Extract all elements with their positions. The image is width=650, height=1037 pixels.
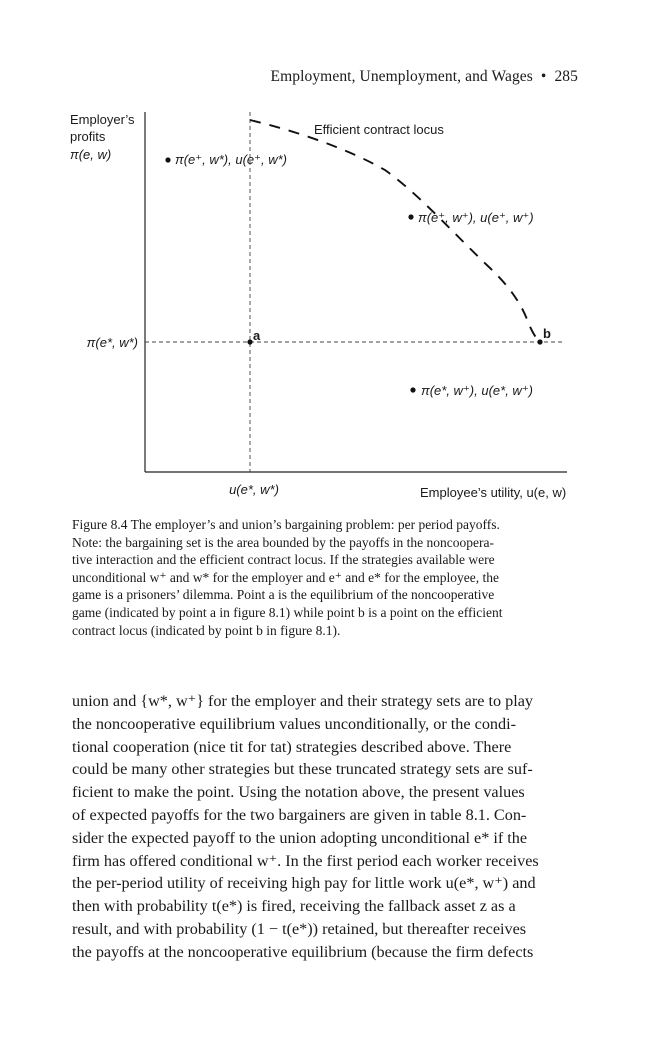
x-tick-label: u(e*, w*) <box>229 482 279 497</box>
point-b <box>537 339 542 344</box>
y-tick-label: π(e*, w*) <box>86 335 138 350</box>
y-axis-label-line3: π(e, w) <box>70 147 112 162</box>
body-line: sider the expected payoff to the union adopting unconditional e* if the <box>72 828 528 847</box>
caption-line: Note: the bargaining set is the area bounded by the payoffs in the noncoopera- <box>72 534 495 550</box>
point-upper-left-label: π(e⁺, w*), u(e⁺, w*) <box>175 152 288 167</box>
point-a <box>247 339 252 344</box>
body-line: the per-period utility of receiving high pay for little work u(e*, w⁺) and <box>72 874 536 893</box>
header-bullet: • <box>540 68 547 85</box>
body-line: then with probability t(e*) is fired, receiving the fallback asset z as a <box>72 897 516 916</box>
point-lower-right-label: π(e*, w⁺), u(e*, w⁺) <box>421 383 534 398</box>
caption-line: Figure 8.4 The employer’s and union’s bargaining problem: per period payoffs. <box>72 517 500 532</box>
point-a-label: a <box>253 328 261 343</box>
caption-line: unconditional w⁺ and w* for the employer and e⁺ and e* for the employee, the <box>72 569 499 585</box>
point-upper-right-label: π(e⁺, w⁺), u(e⁺, w⁺) <box>418 210 534 225</box>
body-line: result, and with probability (1 − t(e*)) retained, but thereafter receives <box>72 919 527 938</box>
point-lower-right <box>410 387 415 392</box>
caption-line: tive interaction and the efficient contract locus. If the strategies available were <box>72 552 495 568</box>
x-axis-label: Employee’s utility, u(e, w) <box>420 485 567 500</box>
body-line: ficient to make the point. Using the notation above, the present values <box>72 783 525 802</box>
point-upper-left <box>165 157 170 162</box>
y-axis-label-line1: Employer’s <box>70 112 135 127</box>
caption-line: contract locus (indicated by point b in figure 8.1). <box>72 622 341 638</box>
locus-label: Efficient contract locus <box>314 122 444 137</box>
body-line: the payoffs at the noncooperative equilibrium (because the firm defects <box>72 942 534 961</box>
bargaining-figure <box>0 0 650 510</box>
body-paragraph <box>72 690 580 964</box>
body-line: firm has offered conditional w⁺. In the first period each worker receives <box>72 851 539 870</box>
figure-caption <box>72 516 580 639</box>
efficient-contract-locus <box>250 120 540 342</box>
y-axis-label-line2: profits <box>70 129 106 144</box>
caption-line: game (indicated by point a in figure 8.1) while point b is a point on the efficient <box>72 604 503 620</box>
body-line: union and {w*, w⁺} for the employer and their strategy sets are to play <box>72 692 534 710</box>
body-line: of expected payoffs for the two bargainers are given in table 8.1. Con- <box>72 805 527 824</box>
point-b-label: b <box>543 326 551 341</box>
running-title: Employment, Unemployment, and Wages <box>270 68 533 85</box>
page-number: 285 <box>554 68 578 85</box>
body-line: the noncooperative equilibrium values unconditionally, or the condi- <box>72 714 516 733</box>
caption-line: game is a prisoners’ dilemma. Point a is the equilibrium of the noncooperative <box>72 587 495 603</box>
body-line: could be many other strategies but these truncated strategy sets are suf- <box>72 760 533 779</box>
point-upper-right <box>408 214 413 219</box>
body-line: tional cooperation (nice tit for tat) strategies described above. There <box>72 737 512 756</box>
